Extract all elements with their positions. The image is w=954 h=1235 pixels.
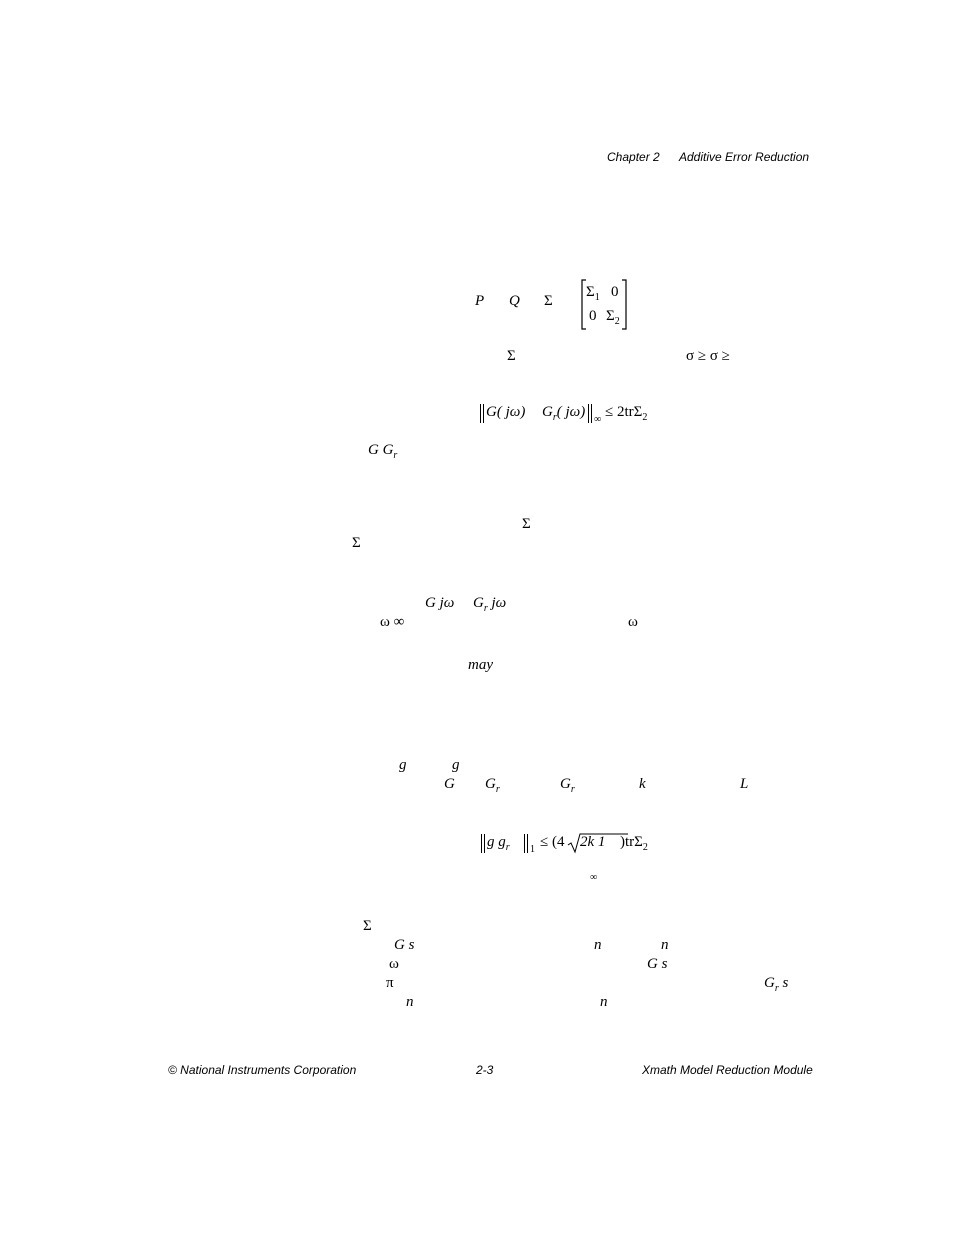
- matrix-22: $\Sigma_2$: [606, 308, 620, 327]
- footer-copyright: © National Instruments Corporation: [168, 1063, 357, 1077]
- norm-bar-right-1: [588, 404, 589, 423]
- eq1-infinity: ∞: [594, 414, 602, 425]
- math-sigma-ordering: σ ≥ σ ≥: [686, 348, 730, 364]
- eq2-rhs: ≤ (4: [540, 834, 565, 850]
- eq2-tail: )trΣ$_2$: [620, 834, 648, 853]
- header-chapter: Chapter 2: [607, 150, 660, 164]
- math-G-jw: G jω: [425, 595, 455, 611]
- math-G-2: G: [444, 776, 455, 792]
- math-sigma: Σ: [544, 293, 553, 309]
- math-n-3: n: [406, 994, 414, 1010]
- footer-manual-title: Xmath Model Reduction Module: [642, 1063, 813, 1077]
- math-G-s-2: G s: [647, 956, 668, 972]
- math-G-Gr: G $G_r$: [368, 442, 398, 461]
- matrix-11: $\Sigma_1$: [586, 284, 600, 303]
- norm-bar-right-3: [524, 834, 525, 853]
- eq2-g: g $g_r$: [487, 834, 510, 853]
- header-section: Additive Error Reduction: [679, 150, 810, 164]
- math-Gr-jw: $G_r$ jω: [473, 595, 507, 614]
- norm-bar-left-4: [484, 834, 485, 853]
- math-sigma-2: Σ: [507, 348, 516, 364]
- math-g-2: g: [452, 757, 460, 773]
- math-g-1: g: [399, 757, 407, 773]
- math-Gr-s: $G_r$ s: [764, 975, 789, 994]
- math-P: P: [475, 293, 485, 309]
- math-G-s: G s: [394, 937, 415, 953]
- eq1-rhs: ≤ 2trΣ$_2$: [605, 404, 648, 423]
- eq2-one: 1: [530, 844, 535, 855]
- norm-bar-right-2: [591, 404, 592, 423]
- math-Q: Q: [509, 293, 520, 309]
- matrix-12: 0: [611, 284, 619, 300]
- math-omega-2: ω: [628, 614, 638, 630]
- matrix-21: 0: [589, 308, 597, 324]
- math-sigma-3: Σ: [522, 516, 531, 532]
- math-k: k: [639, 776, 646, 792]
- math-infinity-2: ∞: [590, 872, 598, 883]
- norm-bar-left-1: [480, 404, 481, 423]
- eq1-G: G( jω): [486, 404, 526, 420]
- math-omega-infinity: ω ∞: [380, 614, 405, 630]
- math-Gr-3: $G_r$: [560, 776, 575, 795]
- math-omega-3: ω: [389, 956, 399, 972]
- norm-bar-right-4: [527, 834, 528, 853]
- text-may: may: [468, 657, 493, 673]
- norm-bar-left-2: [483, 404, 484, 423]
- eq1-Gr: $G_r$( jω): [542, 404, 586, 423]
- eq2-root: 2k 1: [580, 834, 606, 850]
- math-sigma-4: Σ: [352, 535, 361, 551]
- math-n-2: n: [661, 937, 669, 953]
- math-Gr-2: $G_r$: [485, 776, 500, 795]
- math-n-4: n: [600, 994, 608, 1010]
- math-n-1: n: [594, 937, 602, 953]
- footer-page-number: 2-3: [476, 1063, 494, 1077]
- math-sigma-5: Σ: [363, 918, 372, 934]
- norm-bar-left-3: [481, 834, 482, 853]
- math-L: L: [740, 776, 749, 792]
- math-pi: π: [386, 975, 394, 991]
